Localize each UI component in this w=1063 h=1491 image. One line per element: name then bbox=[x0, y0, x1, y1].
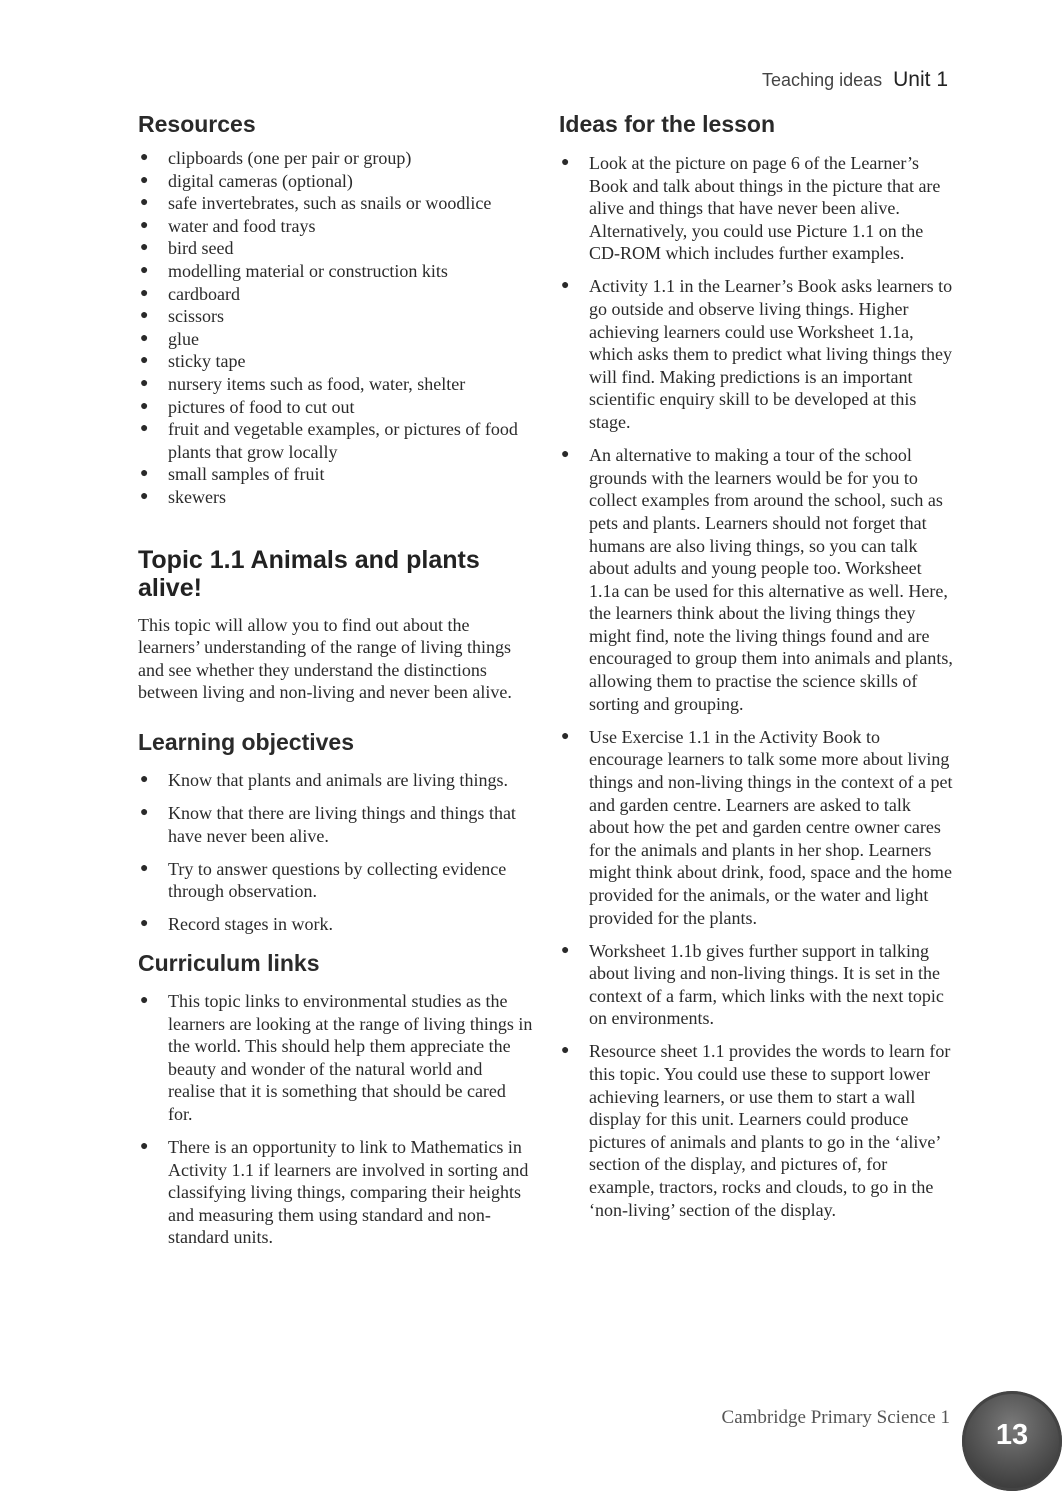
idea-item bbox=[559, 726, 954, 929]
bullet-icon: ● bbox=[561, 728, 570, 744]
objectives-heading: Learning objectives bbox=[138, 728, 355, 755]
resource-item-text: digital cameras (optional) bbox=[168, 170, 353, 191]
bullet-icon: ● bbox=[140, 285, 149, 301]
curriculum-item bbox=[138, 990, 533, 1126]
idea-item bbox=[559, 152, 954, 265]
resource-item bbox=[138, 350, 533, 373]
header-section: Teaching ideas bbox=[762, 70, 883, 90]
objective-item-text: Know that plants and animals are living things. bbox=[168, 769, 508, 790]
idea-item-text: Look at the picture on page 6 of the Learner’s Book and talk about things in the picture that are alive and things that have never been alive. Alternatively, you could use Picture 1.1 on the CD-ROM which includes further examples. bbox=[589, 153, 941, 264]
running-header bbox=[762, 68, 948, 92]
page-number: 13 bbox=[995, 1419, 1029, 1451]
resource-item bbox=[138, 237, 533, 260]
curriculum-list bbox=[138, 990, 533, 1249]
resource-item bbox=[138, 463, 533, 486]
resource-item bbox=[138, 418, 533, 463]
resources-list bbox=[138, 147, 533, 509]
resource-item-text: glue bbox=[168, 328, 199, 349]
resource-item bbox=[138, 192, 533, 215]
objective-item-text: Know that there are living things and things that have never been alive. bbox=[168, 802, 516, 846]
idea-item bbox=[559, 1040, 954, 1221]
book-title-footer: Cambridge Primary Science 1 bbox=[721, 1407, 950, 1428]
curriculum-item-text: There is an opportunity to link to Mathematics in Activity 1.1 if learners are involved in sorting and classifying living things, comparing their heights and measuring them using standard and non-standard units. bbox=[168, 1137, 529, 1248]
bullet-icon: ● bbox=[140, 217, 149, 233]
objective-item-text: Record stages in work. bbox=[168, 914, 333, 935]
idea-item bbox=[559, 940, 954, 1030]
bullet-icon: ● bbox=[561, 155, 570, 170]
resource-item bbox=[138, 305, 533, 328]
bullet-icon: ● bbox=[561, 447, 570, 463]
header-unit: Unit 1 bbox=[893, 68, 948, 91]
resource-item-text: bird seed bbox=[168, 238, 234, 259]
resource-item bbox=[138, 283, 533, 306]
bullet-icon: ● bbox=[140, 172, 149, 188]
resource-item bbox=[138, 486, 533, 509]
resource-item-text: modelling material or construction kits bbox=[168, 260, 448, 281]
resource-item-text: skewers bbox=[168, 486, 226, 507]
bullet-icon: ● bbox=[140, 308, 149, 324]
bullet-icon: ● bbox=[140, 992, 149, 1008]
objectives-list bbox=[138, 769, 533, 936]
bullet-icon: ● bbox=[140, 375, 149, 391]
resource-item-text: sticky tape bbox=[168, 351, 246, 372]
bullet-icon: ● bbox=[140, 1139, 149, 1154]
resource-item-text: fruit and vegetable examples, or pictures of food plants that grow locally bbox=[168, 419, 518, 462]
bullet-icon: ● bbox=[140, 860, 149, 876]
bullet-icon: ● bbox=[140, 916, 149, 932]
ideas-list bbox=[559, 152, 954, 1221]
bullet-icon: ● bbox=[140, 240, 149, 256]
objective-item bbox=[138, 802, 533, 847]
bullet-icon: ● bbox=[140, 262, 149, 278]
resource-item bbox=[138, 147, 533, 170]
objective-item bbox=[138, 858, 533, 903]
resource-item-text: scissors bbox=[168, 306, 225, 327]
resource-item bbox=[138, 215, 533, 238]
idea-item bbox=[559, 444, 954, 715]
resource-item-text: nursery items such as food, water, shelter bbox=[168, 373, 466, 394]
bullet-icon: ● bbox=[140, 466, 149, 482]
bullet-icon: ● bbox=[140, 150, 149, 165]
bullet-icon: ● bbox=[140, 398, 149, 414]
resource-item-text: small samples of fruit bbox=[168, 464, 325, 485]
resources-heading: Resources bbox=[138, 111, 256, 137]
curriculum-item bbox=[138, 1136, 533, 1249]
bullet-icon: ● bbox=[561, 278, 570, 294]
resource-item-text: safe invertebrates, such as snails or woodlice bbox=[168, 193, 492, 214]
bullet-icon: ● bbox=[140, 771, 149, 787]
idea-item-text: Activity 1.1 in the Learner’s Book asks learners to go outside and observe living things. Higher achieving learners could use Worksheet 1.1a, which asks them to predict what living things they will find. Making predictions is an important scientific enquiry skill to be developed at this stage. bbox=[589, 276, 953, 433]
page-number-badge bbox=[962, 1391, 1062, 1491]
objective-item bbox=[138, 769, 533, 792]
bullet-icon: ● bbox=[140, 488, 149, 504]
resource-item-text: pictures of food to cut out bbox=[168, 396, 355, 417]
resource-item bbox=[138, 396, 533, 419]
ideas-heading: Ideas for the lesson bbox=[559, 111, 776, 137]
topic-heading-line1: Topic 1.1 Animals and plants bbox=[138, 545, 480, 574]
topic-heading bbox=[138, 546, 533, 602]
bullet-icon: ● bbox=[140, 330, 149, 346]
objective-item-text: Try to answer questions by collecting evidence through observation. bbox=[168, 858, 507, 902]
right-column bbox=[559, 110, 954, 1232]
idea-item bbox=[559, 275, 954, 433]
bullet-icon: ● bbox=[140, 804, 149, 820]
resource-item-text: clipboards (one per pair or group) bbox=[168, 148, 412, 168]
bullet-icon: ● bbox=[140, 353, 149, 369]
curriculum-heading: Curriculum links bbox=[138, 949, 320, 976]
resource-item bbox=[138, 328, 533, 351]
topic-heading-line2: alive! bbox=[138, 573, 202, 602]
bullet-icon: ● bbox=[561, 1043, 570, 1059]
resource-item-text: cardboard bbox=[168, 283, 240, 304]
bullet-icon: ● bbox=[140, 195, 149, 211]
resource-item-text: water and food trays bbox=[168, 215, 316, 236]
bullet-icon: ● bbox=[140, 421, 149, 437]
bullet-icon: ● bbox=[561, 942, 570, 958]
idea-item-text: Use Exercise 1.1 in the Activity Book to encourage learners to talk some more about living things and non-living things in the context of a pet and garden centre. Learners are asked to talk about how the pet and garden centre owner cares for the animals and plants in her shop. Learners might think about drink, food, space and the home provided for the animals, or the water and light provided for the plants. bbox=[589, 726, 953, 928]
topic-intro: This topic will allow you to find out about the learners’ understanding of the range of living things and see whether they understand the distinctions between living and non-living and never been alive. bbox=[138, 614, 512, 703]
left-column bbox=[138, 110, 533, 1259]
resource-item bbox=[138, 260, 533, 283]
idea-item-text: Resource sheet 1.1 provides the words to learn for this topic. You could use these to support lower achieving learners, or use them to start a wall display for this unit. Learners could produce pictures of animals and plants to go in the ‘alive’ section of the display, and pictures of, for example, tractors, rocks and clouds, to go in the ‘non-living’ section of the display. bbox=[589, 1041, 951, 1220]
resource-item bbox=[138, 373, 533, 396]
idea-item-text: An alternative to making a tour of the school grounds with the learners would be for you to collect examples from around the school, such as pets and plants. Learners should not forget that humans are also living things, so you can talk about adults and young people too. Worksheet 1.1a can be used for this alternative as well. Here, the learners think about the living things they might find, note the living things found and are encouraged to group them into animals and plants, allowing them to practise the science skills of sorting and grouping. bbox=[589, 445, 953, 714]
resource-item bbox=[138, 170, 533, 193]
idea-item-text: Worksheet 1.1b gives further support in talking about living and non-living things. It is set in the context of a farm, which links with the next topic on environments. bbox=[589, 940, 944, 1029]
objective-item bbox=[138, 913, 533, 936]
curriculum-item-text: This topic links to environmental studies as the learners are looking at the range of living things in the world. This should help them appreciate the beauty and wonder of the natural world and realise that it is something that should be cared for. bbox=[168, 990, 533, 1124]
